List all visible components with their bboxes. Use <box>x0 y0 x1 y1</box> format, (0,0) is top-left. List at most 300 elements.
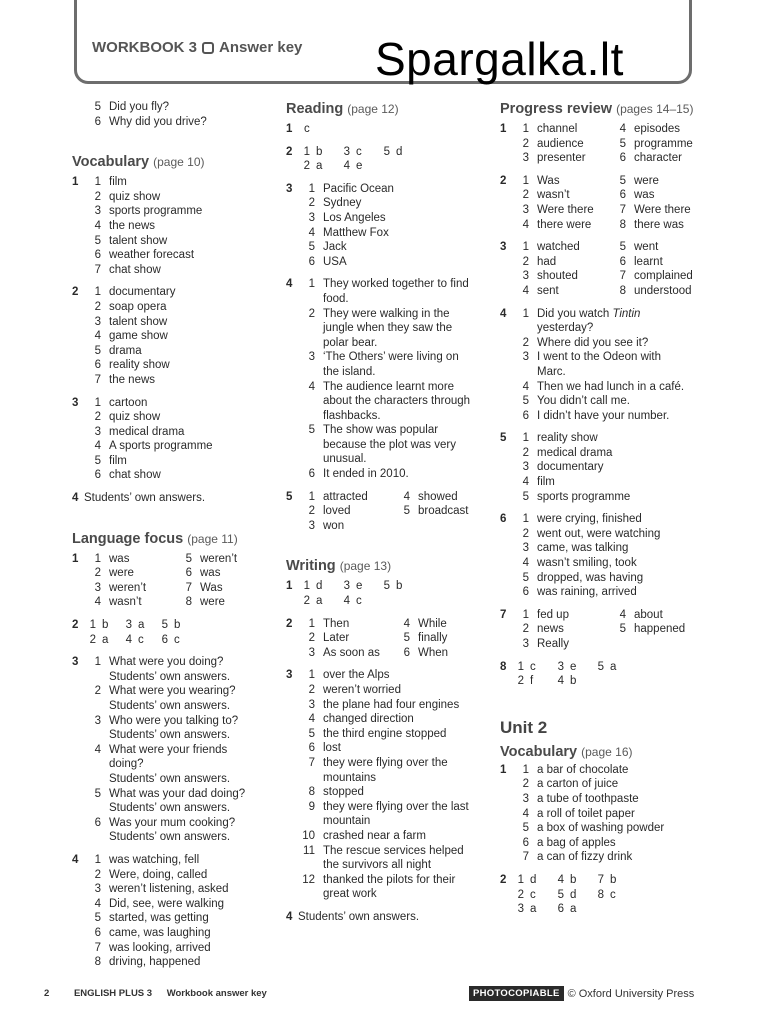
column-1 <box>72 100 272 970</box>
item-number: 7 <box>94 941 101 954</box>
item-number: 5 <box>619 174 626 187</box>
item-text: quiz show <box>109 190 161 203</box>
item-number: 8 <box>619 284 626 297</box>
item-text: because the plot was very <box>323 438 456 451</box>
answer-item <box>512 380 715 395</box>
item-text: weren’t <box>109 581 147 594</box>
item-text: Was your mum cooking? <box>109 816 236 829</box>
item-text: While <box>418 617 447 630</box>
answer-item <box>84 757 272 772</box>
answer-item <box>84 115 272 130</box>
item-number: 1 <box>517 873 524 886</box>
answer-item <box>84 868 272 883</box>
item-text <box>610 674 632 689</box>
item-text: They were walking in the <box>323 307 450 320</box>
item-text: were <box>200 596 225 609</box>
exercise: 1 1 was 5 weren’t 2 were 6 was 3 weren’t 7 Was 4 wasn’t 8 were <box>72 552 272 610</box>
item-text: had <box>537 255 557 268</box>
item-number: 5 <box>619 137 626 150</box>
answer-item <box>84 190 272 205</box>
item-text: Were there <box>537 203 594 216</box>
answer-item <box>512 836 715 851</box>
answer-item <box>298 277 486 292</box>
item-number: 6 <box>522 409 529 422</box>
item-number: 4 <box>308 713 315 726</box>
item-text: learnt <box>634 255 663 268</box>
item-number: 5 <box>308 727 315 740</box>
column-2 <box>286 100 486 925</box>
item-number: 4 <box>308 380 315 393</box>
answer-row <box>512 902 715 917</box>
item-text: f <box>530 675 534 688</box>
answer-row <box>84 618 272 633</box>
item-text: talent show <box>109 315 168 328</box>
item-text: film <box>109 454 127 467</box>
item-text: documentary <box>537 461 604 474</box>
answer-item <box>84 175 272 190</box>
item-number: 3 <box>522 270 529 283</box>
answer-item <box>298 712 486 727</box>
item-number: 4 <box>343 595 350 608</box>
item-text: chat show <box>109 263 161 276</box>
item-number: 2 <box>94 868 101 881</box>
item-number: 2 <box>94 567 101 580</box>
item-text: about <box>634 608 663 621</box>
item-text: a bar of chocolate <box>537 763 629 776</box>
item-number: 2 <box>303 160 310 173</box>
item-number: 1 <box>94 396 101 409</box>
item-text: c <box>530 660 536 673</box>
item-number: 2 <box>522 189 529 202</box>
answer-row <box>298 504 488 519</box>
section-title: Progress review (pages 14–15) <box>500 101 694 117</box>
answer-item <box>84 425 272 440</box>
item-number: 6 <box>308 742 315 755</box>
item-text: attracted <box>323 490 368 503</box>
answer-item <box>298 887 486 902</box>
answer-item <box>298 873 486 888</box>
item-number: 4 <box>94 596 101 609</box>
item-number: 4 <box>522 218 529 231</box>
item-text: the third engine stopped <box>323 727 447 740</box>
item-text: about the characters through <box>323 395 471 408</box>
item-number: 12 <box>302 873 315 886</box>
item-text: was raining, arrived <box>537 586 637 599</box>
item-text: character <box>634 152 682 165</box>
answer-item <box>298 321 486 336</box>
item-number: 6 <box>403 646 410 659</box>
item-text: b <box>102 619 109 632</box>
page-number: 2 <box>44 988 50 999</box>
item-number <box>298 321 323 336</box>
item-number: 1 <box>308 278 315 291</box>
exercise: 3 1 Pacific Ocean 2 Sydney 3 Los Angeles 4 Matthew Fox 5 Jack 6 USA <box>286 182 486 270</box>
item-number: 2 <box>522 255 529 268</box>
item-number: 3 <box>343 580 350 593</box>
item-text: Where did you see it? <box>537 336 649 349</box>
item-number: 1 <box>522 174 529 187</box>
item-text: lost <box>323 742 341 755</box>
item-number: 8 <box>185 596 192 609</box>
item-number <box>84 670 109 685</box>
item-text: film <box>109 176 127 189</box>
item-text: Students’ own answers. <box>109 670 231 683</box>
item-number: 3 <box>522 203 529 216</box>
answer-item <box>298 844 486 859</box>
item-text: the survivors all night <box>323 859 432 872</box>
item-number: 5 <box>522 571 529 584</box>
item-text: I didn’t have your number. <box>537 409 670 422</box>
item-text: USA <box>323 255 347 268</box>
answer-item <box>84 315 272 330</box>
item-text: Marc. <box>537 365 566 378</box>
item-text: Later <box>323 632 350 645</box>
item-number <box>84 801 109 816</box>
item-text: a carton of juice <box>537 778 619 791</box>
item-text: went <box>634 241 659 254</box>
item-text: When <box>418 646 449 659</box>
item-number: 2 <box>308 684 315 696</box>
item-text: they were flying over the <box>323 756 448 769</box>
item-text: sports programme <box>537 490 631 503</box>
item-number: 2 <box>517 888 524 901</box>
item-number: 3 <box>94 425 101 438</box>
item-number: 3 <box>308 519 315 532</box>
item-number: 8 <box>619 218 626 231</box>
answer-item <box>84 743 272 758</box>
item-number: 1 <box>94 853 101 866</box>
item-number <box>298 452 323 467</box>
watermark: Spargalka.lt <box>375 33 624 85</box>
item-number: 2 <box>522 446 529 459</box>
item-text: showed <box>418 490 458 503</box>
answer-row <box>512 255 715 270</box>
item-text: wasn’t <box>537 189 570 202</box>
answer-item <box>512 490 715 505</box>
item-text: started, was getting <box>109 912 209 925</box>
header-title <box>92 39 302 56</box>
item-text: Who were you talking to? <box>109 714 239 727</box>
item-number: 1 <box>522 123 529 135</box>
item-number: 2 <box>522 527 529 540</box>
answer-row <box>298 617 488 632</box>
item-number: 7 <box>619 270 626 283</box>
item-number: 4 <box>522 284 529 297</box>
answer-item <box>84 830 272 845</box>
answer-item <box>512 512 715 527</box>
answer-row <box>84 566 272 581</box>
item-number: 6 <box>94 469 101 482</box>
item-number: 7 <box>94 263 101 276</box>
item-number: 1 <box>94 286 101 299</box>
exercise: 2 1 b 3 a 5 b 2 a 4 c 6 c <box>72 618 272 647</box>
item-text <box>610 902 632 917</box>
item-text: Matthew Fox <box>323 226 389 239</box>
answer-item <box>298 240 486 255</box>
answer-row <box>298 646 488 661</box>
item-number: 5 <box>161 619 168 632</box>
item-number: 5 <box>383 145 390 158</box>
item-number: 2 <box>522 336 529 349</box>
answer-item <box>84 358 272 373</box>
answer-item <box>84 300 272 315</box>
exercise: 1 1 channel 4 episodes 2 audience 5 programme 3 presenter 6 character <box>500 122 715 166</box>
item-number: 3 <box>522 792 529 805</box>
answer-item <box>512 585 715 600</box>
footer-right <box>469 986 694 1001</box>
answer-row <box>512 660 715 675</box>
item-text: d <box>530 873 537 886</box>
item-number <box>84 772 109 787</box>
answer-item <box>298 423 486 438</box>
item-text: was <box>634 189 655 202</box>
item-text: What were you doing? <box>109 656 224 669</box>
answer-item <box>512 821 715 836</box>
item-text: the plane had four engines <box>323 698 460 711</box>
answer-item <box>512 777 715 792</box>
item-number: 1 <box>308 182 315 195</box>
item-number: 5 <box>308 241 315 254</box>
answer-item <box>84 684 272 699</box>
item-text: a <box>138 619 145 632</box>
answer-item <box>512 431 715 446</box>
item-text: crashed near a farm <box>323 829 426 842</box>
item-number: 5 <box>94 787 101 800</box>
answer-row <box>298 594 486 609</box>
item-number: 5 <box>522 395 529 408</box>
item-number: 6 <box>94 249 101 262</box>
item-number: 5 <box>94 912 101 925</box>
exercise: 3 1 cartoon 2 quiz show 3 medical drama 4 A sports programme 5 film 6 chat show <box>72 396 272 484</box>
item-number: 6 <box>522 836 529 849</box>
item-number: 8 <box>308 786 315 799</box>
item-text: b <box>570 873 577 886</box>
answer-item <box>512 336 715 351</box>
item-text <box>396 159 418 174</box>
item-number <box>298 858 323 873</box>
answer-key-label: Answer key <box>219 39 303 56</box>
item-number <box>84 699 109 714</box>
item-text: complained <box>634 270 693 283</box>
item-number: 5 <box>403 632 410 645</box>
item-number: 11 <box>303 844 315 857</box>
item-text: Then we had lunch in a café. <box>537 380 685 393</box>
answer-item <box>512 394 715 409</box>
answer-row <box>512 284 715 299</box>
publisher: © Oxford University Press <box>567 987 695 1000</box>
item-text: c <box>174 633 180 646</box>
exercise: 2 1 d 4 b 7 b 2 c 5 d 8 c 3 a 6 a <box>500 873 715 917</box>
item-text: the island. <box>323 365 376 378</box>
item-text: You didn’t call me. <box>537 395 630 408</box>
item-number: 8 <box>94 956 101 969</box>
item-text: chat show <box>109 469 161 482</box>
answer-row <box>84 552 272 567</box>
item-text: were <box>634 174 659 187</box>
item-text: came, was talking <box>537 542 629 555</box>
item-number <box>298 336 323 351</box>
section-title: Reading (page 12) <box>286 101 399 117</box>
item-text: flashbacks. <box>323 409 381 422</box>
exercise: 4 Students’ own answers. <box>72 492 206 505</box>
item-text: were <box>109 567 134 580</box>
exercise: 1 1 film 2 quiz show 3 sports programme 4 the news 5 talent show 6 weather forecast 7 chat show <box>72 175 272 277</box>
item-number: 6 <box>308 468 315 481</box>
item-text: stopped <box>323 786 364 799</box>
answer-item <box>298 452 486 467</box>
item-text: reality show <box>537 432 598 445</box>
item-number <box>393 519 418 534</box>
item-number: 5 <box>94 454 101 467</box>
item-text: b <box>396 580 403 593</box>
item-text: dropped, was having <box>537 571 644 584</box>
item-number: 6 <box>619 255 626 268</box>
item-text: the news <box>109 373 156 386</box>
item-text: Did, see, were walking <box>109 897 225 910</box>
item-text: finally <box>418 632 448 645</box>
item-text: Students’ own answers. <box>109 772 231 785</box>
item-number <box>84 757 109 772</box>
answer-item <box>84 373 272 388</box>
item-number: 8 <box>597 888 604 901</box>
item-text: watched <box>537 241 580 254</box>
item-text: was <box>200 567 221 580</box>
item-text: Pacific Ocean <box>323 182 394 195</box>
answer-item <box>84 941 272 956</box>
item-text: Did you fly? <box>109 101 170 113</box>
item-text: a tube of toothpaste <box>537 792 639 805</box>
item-text: b <box>570 675 577 688</box>
item-number: 5 <box>619 623 626 636</box>
item-number: 3 <box>94 581 101 594</box>
item-text: food. <box>323 292 349 305</box>
answer-item <box>84 219 272 234</box>
item-number: 1 <box>308 669 315 682</box>
item-number <box>298 438 323 453</box>
item-number: 1 <box>522 307 529 320</box>
answer-item <box>298 727 486 742</box>
answer-item <box>298 255 486 270</box>
answer-item <box>512 321 715 336</box>
item-text: the news <box>109 219 156 232</box>
item-number <box>298 394 323 409</box>
item-title-italic: Tintin <box>612 307 641 320</box>
item-text: understood <box>634 284 692 297</box>
item-number: 1 <box>522 608 529 621</box>
item-text: c <box>530 888 536 901</box>
exercise: 4 1 was watching, fell 2 Were, doing, called 3 weren’t listening, asked 4 Did, see, were walking 5 started, was getting 6 came, was laughing 7 was looking, arrived 8 driving, happened <box>72 853 272 970</box>
answer-item <box>84 772 272 787</box>
item-text: What were your friends <box>109 743 228 756</box>
item-number: 3 <box>522 461 529 474</box>
item-text: A sports programme <box>109 440 213 453</box>
answer-item <box>512 850 715 865</box>
item-number: 3 <box>522 351 529 364</box>
item-number: 5 <box>94 234 101 247</box>
item-text: What was your dad doing? <box>109 787 246 800</box>
exercise: 2 1 Was 5 were 2 wasn’t 6 was 3 Were there 7 Were there 4 there were 8 there was <box>500 174 715 232</box>
item-text: sports programme <box>109 205 203 218</box>
item-text: quiz show <box>109 411 161 424</box>
answer-row <box>512 188 715 203</box>
item-number: 5 <box>619 241 626 254</box>
answer-item <box>84 714 272 729</box>
item-text: loved <box>323 505 351 518</box>
answer-item <box>298 409 486 424</box>
answer-item <box>84 926 272 941</box>
answer-item <box>84 100 272 115</box>
item-text: What were you wearing? <box>109 685 236 698</box>
item-text: doing? <box>109 758 144 771</box>
item-number: 5 <box>522 822 529 835</box>
item-text: The audience learnt more <box>323 380 455 393</box>
item-text: medical drama <box>537 446 613 459</box>
item-text: weren’t <box>200 552 238 565</box>
item-number: 6 <box>94 359 101 372</box>
item-number: 2 <box>89 633 96 646</box>
item-number: 4 <box>522 476 529 489</box>
item-number: 6 <box>94 926 101 939</box>
item-text: Students’ own answers. <box>109 802 231 815</box>
answer-item <box>298 380 486 395</box>
answer-row <box>298 159 486 174</box>
answer-row <box>298 145 486 160</box>
item-text: unusual. <box>323 453 367 466</box>
item-text: over the Alps <box>323 669 390 682</box>
answer-row <box>512 137 715 152</box>
answer-row <box>298 579 486 594</box>
item-text: audience <box>537 137 584 150</box>
answer-item <box>84 801 272 816</box>
square-icon <box>202 42 214 54</box>
section-title: Vocabulary (page 10) <box>72 154 205 171</box>
answer-row <box>512 674 715 689</box>
item-text: weren’t worried <box>323 684 401 696</box>
exercise: 3 1 over the Alps 2 weren’t worried 3 the plane had four engines 4 changed direction 5 the third engine stopped 6 lost 7 they were flying over the mountains 8 stopped 9 they were flying over the last mountain 10 crashed near a farm 11 The rescue services helped the survivors all night 12 thanked the pilots for their great work <box>286 668 486 902</box>
item-text: b <box>174 619 181 632</box>
item-number: 6 <box>308 255 315 268</box>
item-number: 2 <box>522 137 529 150</box>
item-text: They worked together to find <box>323 278 469 291</box>
exercise: 3 1 watched 5 went 2 had 6 learnt 3 shouted 7 complained 4 sent 8 understood <box>500 240 715 298</box>
item-number <box>298 409 323 424</box>
item-text: episodes <box>634 123 681 135</box>
answer-item <box>298 785 486 800</box>
item-text: drama <box>109 344 142 357</box>
item-text: was watching, fell <box>109 853 200 866</box>
item-number: 6 <box>619 189 626 202</box>
exercise: 2 1 documentary 2 soap opera 3 talent show 4 game show 5 drama 6 reality show 7 the news <box>72 285 272 387</box>
answer-item <box>298 683 486 698</box>
item-text: news <box>537 623 564 636</box>
item-number: 2 <box>94 190 101 203</box>
item-number: 4 <box>557 873 564 886</box>
item-text: e <box>570 660 577 673</box>
answer-item <box>84 410 272 425</box>
answer-item <box>84 263 272 278</box>
item-number: 2 <box>308 632 315 645</box>
item-number: 1 <box>522 513 529 526</box>
answer-item <box>84 816 272 831</box>
answer-row <box>512 888 715 903</box>
answer-item <box>512 792 715 807</box>
answer-row <box>512 174 715 189</box>
answer-item <box>298 858 486 873</box>
exercise: 2 1 b 3 c 5 d 2 a 4 e <box>286 145 486 174</box>
item-number <box>378 159 396 174</box>
item-number: 4 <box>522 807 529 820</box>
item-number: 2 <box>303 595 310 608</box>
